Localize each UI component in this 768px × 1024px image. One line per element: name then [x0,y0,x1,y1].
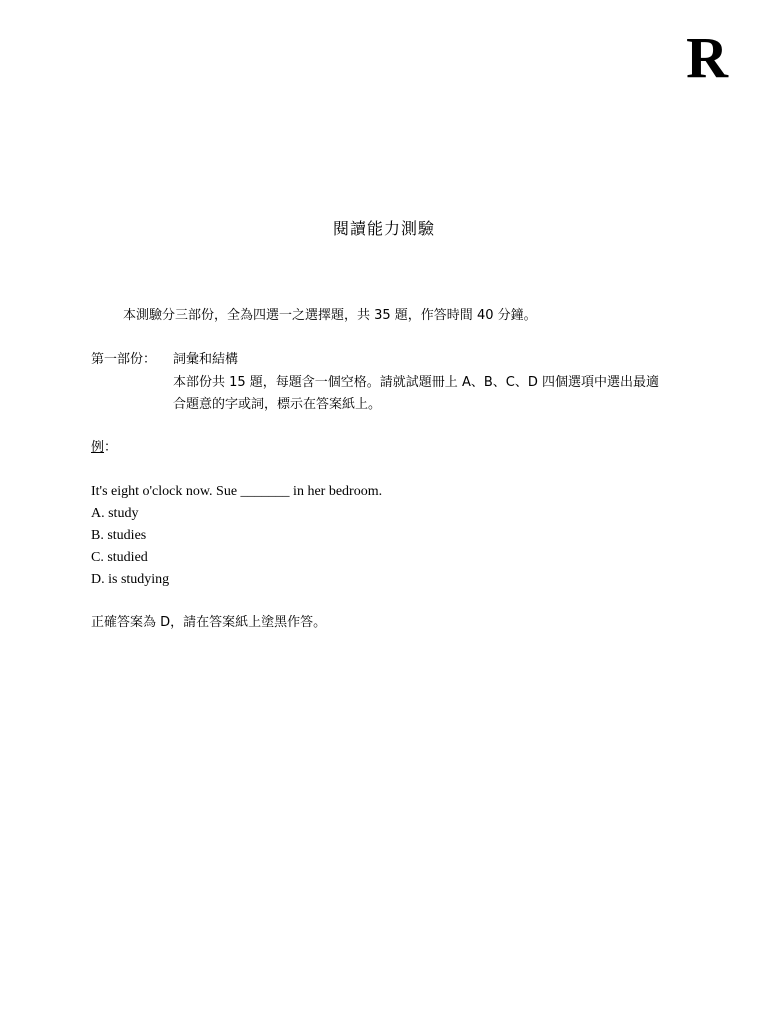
part-one-description-line-2: 合題意的字或詞，標示在答案紙上。 [173,397,382,412]
part-one-name: 詞彙和結構 [173,352,239,367]
example-label-colon: ： [104,440,118,455]
corner-mark: R [686,25,728,90]
page-title: 閱讀能力測驗 [332,219,435,238]
example-option-d: D. is studying [91,572,170,587]
example-label [91,439,117,457]
example-option-b: B. studies [91,528,147,543]
part-one-label: 第一部份： [91,352,157,367]
example-answer-note: 正確答案為 D，請在答案紙上塗黑作答。 [91,615,327,630]
part-one-description-line-1: 本部份共 15 題，每題含一個空格。請就試題冊上 A、B、C、D 四個選項中選出最適 [173,375,659,390]
test-instructions: 本測驗分三部份，全為四選一之選擇題，共 35 題，作答時間 40 分鐘。 [123,308,537,323]
example-label-word: 例 [91,440,105,455]
example-question: It's eight o'clock now. Sue _______ in her bedroom. [91,484,383,499]
example-option-c: C. studied [91,550,148,565]
example-option-a: A. study [91,506,139,521]
